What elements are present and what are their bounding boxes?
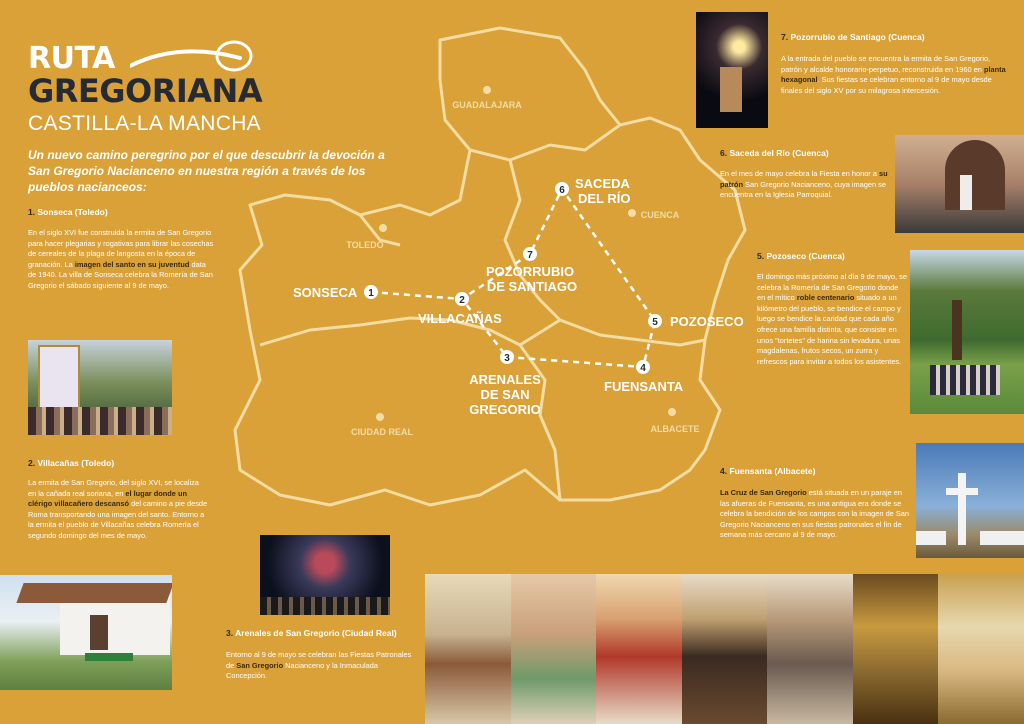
stop-2-marker — [455, 292, 469, 306]
section-2-title: 2. Villacañas (Toledo) — [28, 458, 115, 468]
province-albacete: ALBACETE — [650, 424, 700, 434]
stop-5-marker — [648, 314, 662, 328]
section-7-body: A la entrada del pueblo se encuentra la ermita de San Gregorio, patrón y alcalde honorario-perpetuo, reconstruida en 1960 en planta hexagonal. Sus fiestas se celebran entorno al 9 de mayo desde finales del siglo XV por su milagrosa intercesión. — [781, 54, 1006, 95]
stop-1-marker — [364, 285, 378, 299]
title-line1: RUTA — [28, 41, 115, 76]
section-3-title: 3. Arenales de San Gregorio (Ciudad Real) — [226, 628, 397, 638]
province-cuenca: CUENCA — [640, 210, 680, 220]
svg-text:6: 6 — [559, 185, 565, 196]
section-5-title: 5. Pozoseco (Cuenca) — [757, 251, 845, 261]
intro-text: Un nuevo camino peregrino por el que descubrir la devoción a San Gregorio Nacianceno en nuestra región a través de los pueblos nacianceos: — [28, 148, 385, 194]
title-line2: GREGORIANA — [28, 72, 263, 110]
stop-4-marker — [636, 360, 650, 374]
svg-text:3: 3 — [504, 353, 510, 364]
stop-7-marker — [523, 247, 537, 261]
saint-image-5 — [767, 574, 853, 724]
stop-6-marker — [555, 182, 569, 196]
section-4-title: 4. Fuensanta (Albacete) — [720, 466, 816, 476]
section-1-body: En el siglo XVI fue construida la ermita de San Gregorio para hacer plegarias y rogativas para librar las cosechas de cereales de la plaga de langosta en la época de granación. La imagen del santo en su juventud data de 1940. La villa de Sonseca celebra la Romería de San Gregorio el sábado siguiente al 9 de mayo. — [28, 228, 214, 290]
saint-image-4 — [682, 574, 768, 724]
svg-text:7: 7 — [527, 250, 533, 261]
stop-1-label: SONSECA — [293, 285, 358, 300]
saint-image-7 — [938, 574, 1024, 724]
stop-6-label: SACEDA DEL RÍO — [575, 176, 631, 206]
photo-sonseca-procession — [28, 340, 172, 435]
section-1-title: 1. Sonseca (Toledo) — [28, 207, 108, 217]
photo-fuensanta-cross — [916, 443, 1024, 558]
stop-7-label: POZORRUBIO DE SANTIAGO — [485, 264, 578, 294]
svg-text:4: 4 — [640, 363, 646, 374]
photo-pozoseco-oak — [910, 250, 1024, 414]
svg-text:1: 1 — [368, 288, 374, 299]
title-line3: CASTILLA-LA MANCHA — [28, 112, 261, 135]
province-toledo: TOLEDO — [346, 240, 384, 250]
section-6-title: 6. Saceda del Río (Cuenca) — [720, 148, 829, 158]
section-2-body: La ermita de San Gregorio, del siglo XVI, se localiza en la cañada real soriana, en el lugar donde un clérigo villacañero descansó del camino a pie desde Roma transportando una imagen del santo. Entorno a la ermita el pueblo de Villacañas celebra Romería el segundo domingo del mes de mayo. — [28, 478, 208, 540]
province-guadalajara: GUADALAJARA — [452, 100, 522, 110]
saint-image-1 — [425, 574, 511, 724]
svg-text:5: 5 — [652, 317, 658, 328]
photo-arenales-night — [260, 535, 390, 615]
stop-3-label: ARENALES DE SAN GREGORIO — [469, 372, 541, 417]
stop-4-label: FUENSANTA — [604, 379, 684, 394]
saint-image-3 — [596, 574, 682, 724]
svg-text:2: 2 — [459, 295, 465, 306]
stop-2-label: VILLACAÑAS — [418, 311, 502, 326]
stop-3-marker — [500, 350, 514, 364]
section-7-title: 7. Pozorrubio de Santiago (Cuenca) — [781, 32, 925, 42]
photo-saceda-church — [895, 135, 1024, 233]
section-4-body: La Cruz de San Gregorio está situada en un paraje en las afueras de Fuensanta, es una antigua era donde se celebra la bendición de los campos con la imagen de San Gregorio Nacianceno en sus fiestas patronales el fin de semana más cercano al 9 de mayo. — [720, 488, 909, 540]
stop-5-label: POZOSECO — [670, 314, 744, 329]
saint-image-2 — [511, 574, 597, 724]
section-3-body: Entorno al 9 de mayo se celebran las Fiestas Patronales de San Gregorio Nacianceno y la Inmaculada Concepción. — [226, 650, 412, 681]
saint-images-strip — [425, 574, 1024, 724]
photo-pozorrubio-fireworks — [696, 12, 768, 128]
photo-villacanas-hermitage — [0, 575, 172, 690]
province-ciudad-real: CIUDAD REAL — [351, 427, 413, 437]
section-6-body: En el mes de mayo celebra la Fiesta en honor a su patrón San Gregorio Nacianceno, cuya imagen se encuentra en la Iglesia Parroquial. — [720, 169, 888, 200]
saint-image-6 — [853, 574, 939, 724]
section-5-body: El domingo más próximo al día 9 de mayo, se celebra la Romería de San Gregorio donde en el mítico roble centenario situado a un kilómetro del pueblo, se bendice el campo y luego se bendice la caridad que cada año ofrece una familia distinta, que consiste en unos "tortetes" de harina sin levadura, unas magdalenas, frutos secos, un zurra y refrescos para invitar a todos los asistentes. — [757, 272, 907, 366]
